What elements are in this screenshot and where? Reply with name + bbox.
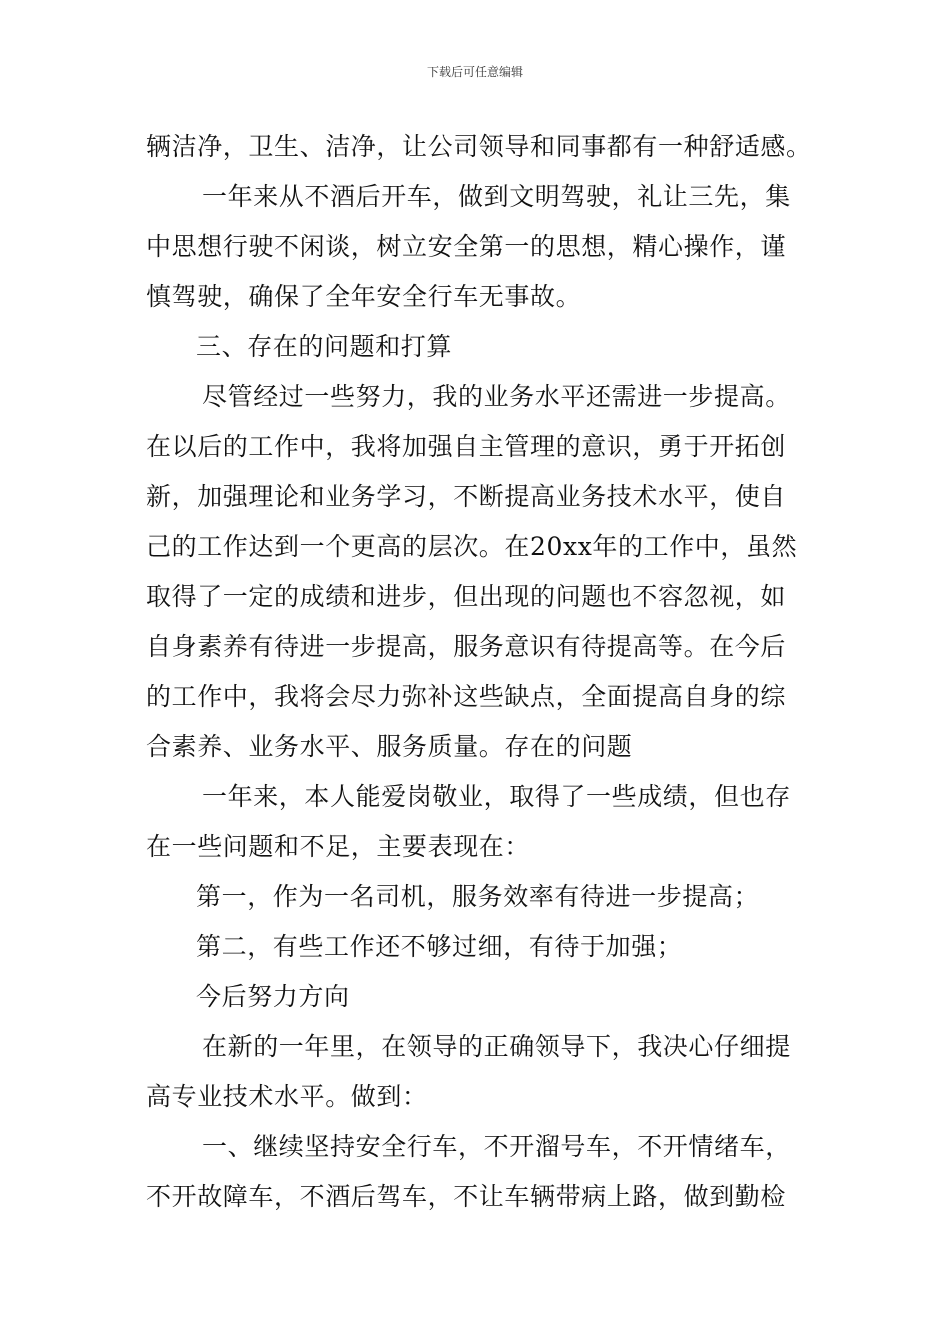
text-line: 第一，作为一名司机，服务效率有待进一步提高；: [196, 882, 760, 911]
text-line: 己的工作达到一个更高的层次。在20xx年的工作中，虽然: [146, 532, 798, 561]
text-line: 的工作中，我将会尽力弥补这些缺点，全面提高自身的综: [146, 682, 787, 711]
text-line: 慎驾驶，确保了全年安全行车无事故。: [146, 282, 582, 311]
text-line: 一、继续坚持安全行车，不开溜号车，不开情绪车，: [202, 1132, 791, 1161]
text-line: 第二，有些工作还不够过细，有待于加强；: [196, 932, 683, 961]
text-line: 在一些问题和不足，主要表现在：: [146, 832, 531, 861]
section-heading: 今后努力方向: [196, 982, 350, 1011]
text-line: 高专业技术水平。做到：: [146, 1082, 428, 1111]
text-line: 尽管经过一些努力，我的业务水平还需进一步提高。: [202, 382, 791, 411]
text-line: 辆洁净，卫生、洁净，让公司领导和同事都有一种舒适感。: [146, 132, 812, 161]
document-body: [146, 122, 810, 1222]
text-line: 中思想行驶不闲谈，树立安全第一的思想，精心操作，谨: [146, 232, 787, 261]
page-header: 下载后可任意编辑: [426, 65, 523, 79]
text-line: 不开故障车，不酒后驾车，不让车辆带病上路，做到勤检: [146, 1182, 787, 1211]
section-heading: 三、存在的问题和打算: [196, 332, 453, 361]
text-line: 合素养、业务水平、服务质量。存在的问题: [146, 732, 633, 761]
text-line: 一年来，本人能爱岗敬业，取得了一些成绩，但也存: [202, 782, 791, 811]
text-line: 一年来从不酒后开车，做到文明驾驶，礼让三先，集: [202, 182, 791, 211]
text-line: 自身素养有待进一步提高，服务意识有待提高等。在今后: [146, 632, 787, 661]
text-line: 新，加强理论和业务学习，不断提高业务技术水平，使自: [146, 482, 787, 511]
text-line: 在以后的工作中，我将加强自主管理的意识，勇于开拓创: [146, 432, 787, 461]
text-line: 取得了一定的成绩和进步，但出现的问题也不容忽视，如: [146, 582, 787, 611]
text-line: 在新的一年里，在领导的正确领导下，我决心仔细提: [202, 1032, 791, 1061]
